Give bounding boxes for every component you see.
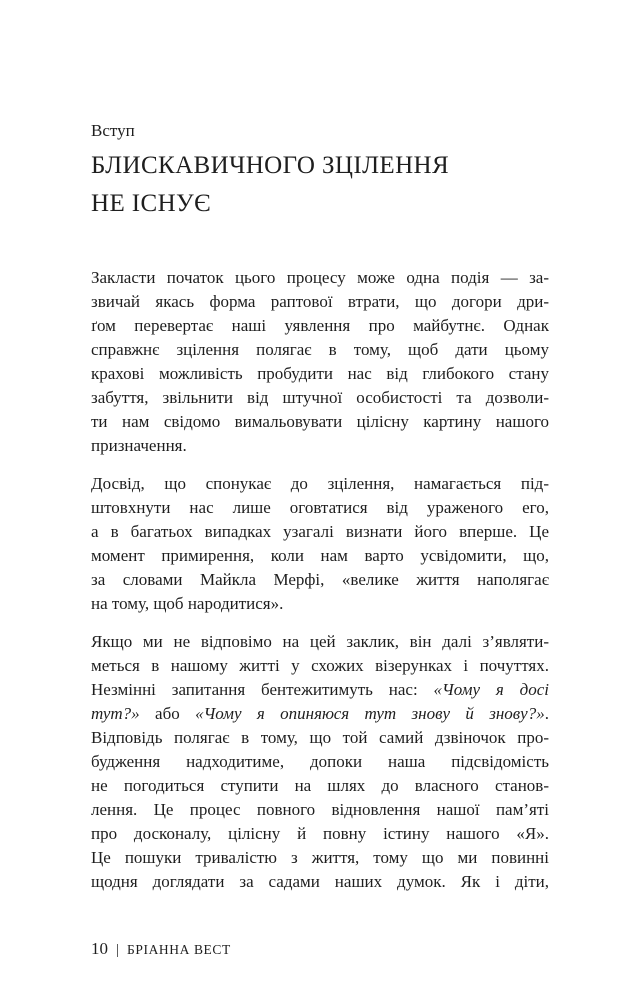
text-segment: . xyxy=(544,704,549,723)
paragraph-3 xyxy=(91,630,549,894)
chapter-title xyxy=(91,147,561,223)
text-line-with-quote xyxy=(91,678,549,702)
chapter-kicker: Вступ xyxy=(91,121,135,140)
text-line: момент примирення, коли нам варто усвідомити, що, xyxy=(91,546,549,565)
text-line: Закласти початок цього процесу може одна подія — за- xyxy=(91,268,549,287)
quote-segment: «Чому я досі xyxy=(433,680,549,699)
text-line: ти нам свідомо вимальовувати цілісну картину нашого xyxy=(91,412,549,431)
paragraph-2 xyxy=(91,472,549,616)
quote-segment: «Чому я опиняюся тут знову й знову?» xyxy=(195,704,545,723)
text-line: на тому, щоб народитися». xyxy=(91,594,284,613)
text-line: будження надходитиме, допоки наша підсвідомість xyxy=(91,752,549,771)
text-line: Це пошуки тривалістю з життя, тому що ми повинні xyxy=(91,848,549,867)
page-number: 10 xyxy=(91,939,108,958)
chapter-title-line-1: БЛИСКАВИЧНОГО ЗЦІЛЕННЯ xyxy=(91,152,450,179)
footer-separator: | xyxy=(116,942,120,958)
text-line: лення. Це процес повного відновлення нашої пам’яті xyxy=(91,800,549,819)
body-text xyxy=(91,266,549,908)
text-line: Досвід, що спонукає до зцілення, намагається під- xyxy=(91,474,549,493)
quote-segment: тут?» xyxy=(91,704,140,723)
text-line: Якщо ми не відповімо на цей заклик, він далі з’являти- xyxy=(91,632,549,651)
text-line: щодня доглядати за садами наших думок. Як і діти, xyxy=(91,872,549,891)
text-line: штовхнути нас лише оговтатися від ураженого его, xyxy=(91,498,549,517)
text-line-with-quote xyxy=(91,702,549,726)
text-line: Відповідь полягає в тому, що той самий дзвіночок про- xyxy=(91,728,549,747)
text-line: забуття, звільнити від штучної особистості та дозволи- xyxy=(91,388,549,407)
text-line: про досконалу, цілісну й повну істину нашого «Я». xyxy=(91,824,549,843)
text-line: не погодиться ступити на шлях до власного станов- xyxy=(91,776,549,795)
text-line: звичай якась форма раптової втрати, що догори дри- xyxy=(91,292,549,311)
page-footer xyxy=(91,939,231,959)
text-line: крахові можливість пробудити нас від глибокого стану xyxy=(91,364,549,383)
text-line: призначення. xyxy=(91,436,187,455)
text-line: а в багатьох випадках узагалі визнати його вперше. Це xyxy=(91,522,549,541)
text-line: справжнє зцілення полягає в тому, щоб дати цьому xyxy=(91,340,549,359)
text-line: ґом перевертає наші уявлення про майбутнє. Однак xyxy=(91,316,549,335)
text-line: меться в нашому житті у схожих візерунках і почуттях. xyxy=(91,656,549,675)
text-segment: або xyxy=(139,704,196,723)
author-name: БРІАННА ВЕСТ xyxy=(127,942,231,957)
text-segment: Незмінні запитання бентежитимуть нас: xyxy=(91,680,434,699)
text-line: за словами Майкла Мерфі, «велике життя наполягає xyxy=(91,570,549,589)
paragraph-1 xyxy=(91,266,549,458)
chapter-title-line-2: НЕ ІСНУЄ xyxy=(91,190,212,217)
